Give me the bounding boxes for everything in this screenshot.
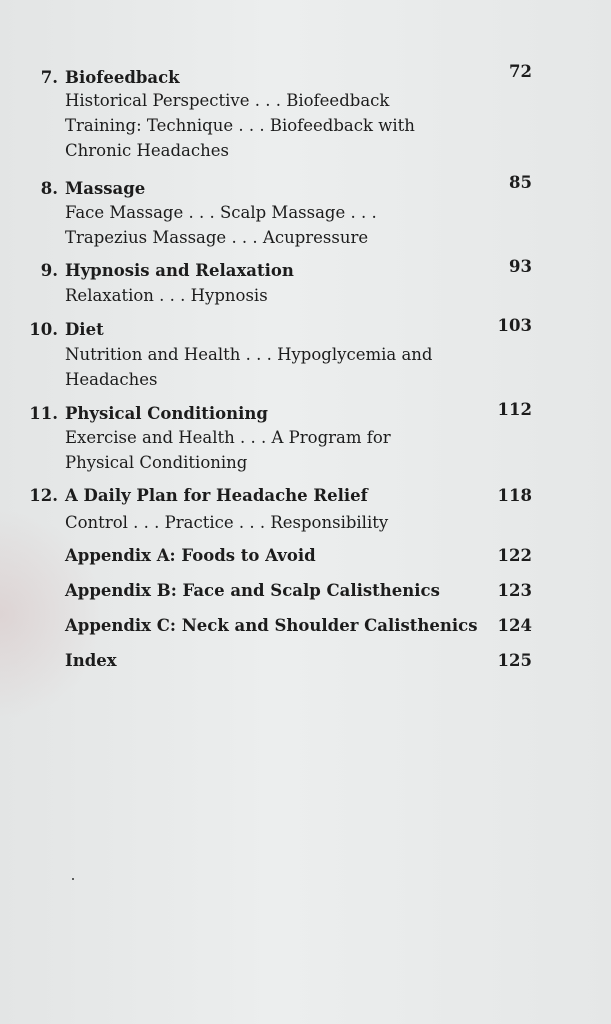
chapter-title: Diet	[65, 320, 104, 339]
chapter-subtopics	[65, 425, 391, 475]
chapter-subtopics	[65, 510, 388, 535]
subtopic-line: Exercise and Health . . . A Program for	[65, 428, 391, 447]
chapter-title: Biofeedback	[65, 68, 180, 87]
chapter-number: 8.	[40, 179, 58, 198]
subtopic-line: Chronic Headaches	[65, 141, 229, 160]
appendix-title: Appendix B: Face and Scalp Calisthenics	[65, 581, 440, 600]
chapter-number: 11.	[29, 404, 58, 423]
chapter-number: 12.	[29, 486, 58, 505]
appendix-title: Appendix A: Foods to Avoid	[65, 546, 316, 565]
chapter-page-number: 103	[497, 316, 532, 335]
subtopic-line: Nutrition and Health . . . Hypoglycemia and	[65, 345, 433, 364]
chapter-title: Massage	[65, 179, 146, 198]
appendix-title: Appendix C: Neck and Shoulder Calisthenics	[65, 616, 478, 635]
chapter-subtopics	[65, 342, 433, 392]
appendix-page-number: 122	[497, 546, 532, 565]
subtopic-line: Control . . . Practice . . . Responsibility	[65, 513, 389, 532]
subtopic-line: Face Massage . . . Scalp Massage . . .	[65, 203, 377, 222]
index-title: Index	[65, 651, 117, 670]
subtopic-line: Training: Technique . . . Biofeedback with	[65, 116, 415, 135]
subtopic-line: Relaxation . . . Hypnosis	[65, 286, 268, 305]
subtopic-line: Physical Conditioning	[65, 453, 248, 472]
chapter-page-number: 118	[497, 486, 532, 505]
chapter-page-number: 93	[509, 257, 532, 276]
chapter-subtopics	[65, 283, 268, 308]
chapter-title: Physical Conditioning	[65, 404, 268, 423]
appendix-page-number: 124	[497, 616, 532, 635]
chapter-page-number: 72	[509, 62, 532, 81]
stray-ink-dot	[72, 878, 74, 880]
index-page-number: 125	[497, 651, 532, 670]
appendix-page-number: 123	[497, 581, 532, 600]
chapter-title: A Daily Plan for Headache Relief	[65, 486, 368, 505]
chapter-subtopics	[65, 200, 377, 250]
chapter-page-number: 112	[497, 400, 532, 419]
chapter-title: Hypnosis and Relaxation	[65, 261, 294, 280]
chapter-subtopics	[65, 88, 415, 163]
chapter-number: 10.	[29, 320, 58, 339]
subtopic-line: Trapezius Massage . . . Acupressure	[65, 228, 369, 247]
chapter-number: 7.	[40, 68, 58, 87]
subtopic-line: Historical Perspective . . . Biofeedback	[65, 91, 390, 110]
chapter-page-number: 85	[509, 173, 532, 192]
subtopic-line: Headaches	[65, 370, 158, 389]
chapter-number: 9.	[40, 261, 58, 280]
